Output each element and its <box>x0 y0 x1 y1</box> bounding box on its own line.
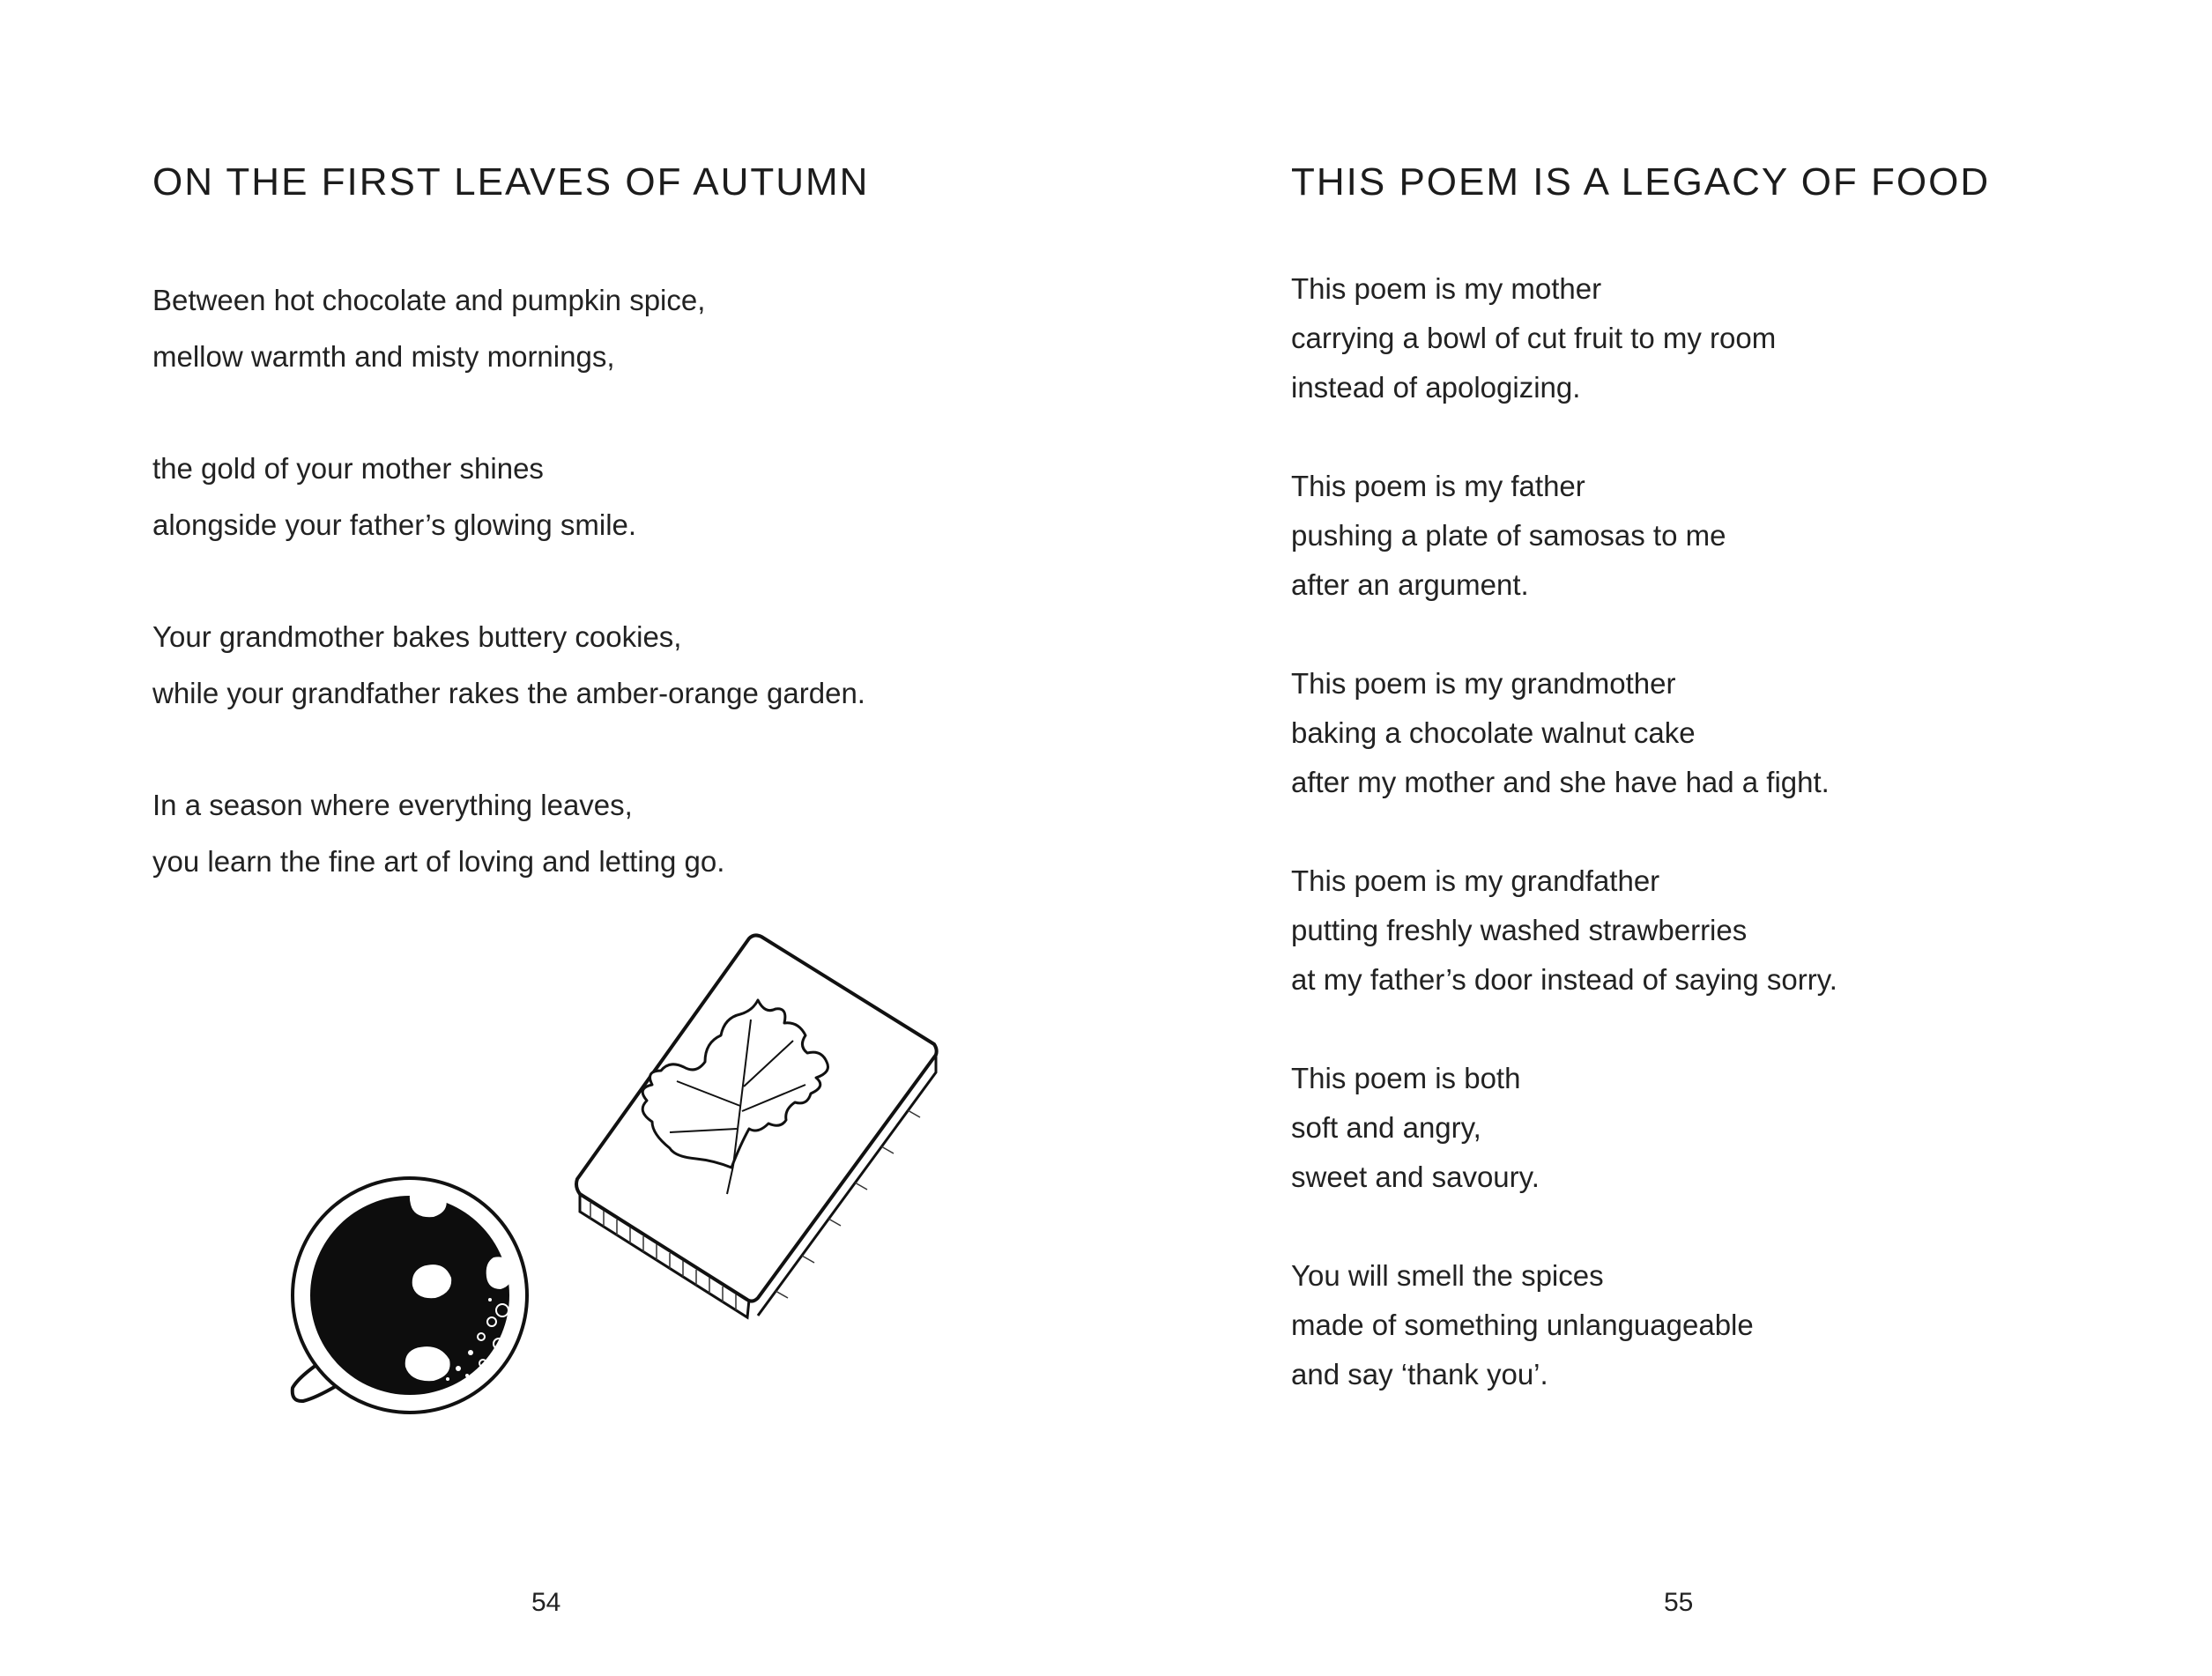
stanza <box>152 777 865 890</box>
poem-line: soft and angry, <box>1291 1111 1481 1144</box>
poem-line: you learn the fine art of loving and letting go. <box>152 845 725 878</box>
stanza <box>152 441 865 553</box>
poem-line: Between hot chocolate and pumpkin spice, <box>152 284 706 316</box>
poem-line: while your grandfather rakes the amber-orange garden. <box>152 677 865 709</box>
poem-line: made of something unlanguageable <box>1291 1309 1754 1341</box>
page-number: 55 <box>1664 1588 1694 1617</box>
poem-line: at my father’s door instead of saying sorry. <box>1291 963 1837 996</box>
poem-line: You will smell the spices <box>1291 1259 1604 1292</box>
poem-line: sweet and savoury. <box>1291 1161 1540 1193</box>
poem-line: the gold of your mother shines <box>152 452 544 485</box>
poem-line: mellow warmth and misty mornings, <box>152 340 615 373</box>
coffee-cup-icon <box>293 1178 527 1413</box>
poem-line: This poem is my mother <box>1291 272 1602 305</box>
poem-title: THIS POEM IS A LEGACY OF FOOD <box>1291 160 1991 204</box>
poem-line: This poem is both <box>1291 1062 1521 1094</box>
right-page <box>1106 0 2212 1676</box>
poem-line: This poem is my grandmother <box>1291 667 1676 700</box>
stanza <box>1291 264 1837 412</box>
poem-line: This poem is my grandfather <box>1291 864 1660 897</box>
poem-line: In a season where everything leaves, <box>152 789 633 821</box>
poem-line: putting freshly washed strawberries <box>1291 914 1748 946</box>
poem-line: alongside your father’s glowing smile. <box>152 508 637 541</box>
stanza <box>1291 659 1837 807</box>
stanza <box>152 272 865 385</box>
poem-body <box>152 272 865 946</box>
stanza <box>152 609 865 722</box>
poem-line: instead of apologizing. <box>1291 371 1581 404</box>
poem-line: and say ‘thank you’. <box>1291 1358 1548 1390</box>
poem-line: baking a chocolate walnut cake <box>1291 716 1696 749</box>
poem-line: Your grandmother bakes buttery cookies, <box>152 620 682 653</box>
poem-line: This poem is my father <box>1291 470 1585 502</box>
stanza <box>1291 462 1837 610</box>
stanza <box>1291 1251 1837 1399</box>
poem-line: carrying a bowl of cut fruit to my room <box>1291 322 1777 354</box>
stanza <box>1291 1054 1837 1202</box>
poem-body <box>1291 264 1837 1449</box>
coffee-and-book-illustration <box>282 930 952 1423</box>
poem-line: after my mother and she have had a fight. <box>1291 766 1830 798</box>
poem-title: ON THE FIRST LEAVES OF AUTUMN <box>152 160 870 204</box>
stanza <box>1291 857 1837 1005</box>
poem-line: pushing a plate of samosas to me <box>1291 519 1726 552</box>
page-number: 54 <box>531 1588 561 1617</box>
poem-line: after an argument. <box>1291 568 1529 601</box>
